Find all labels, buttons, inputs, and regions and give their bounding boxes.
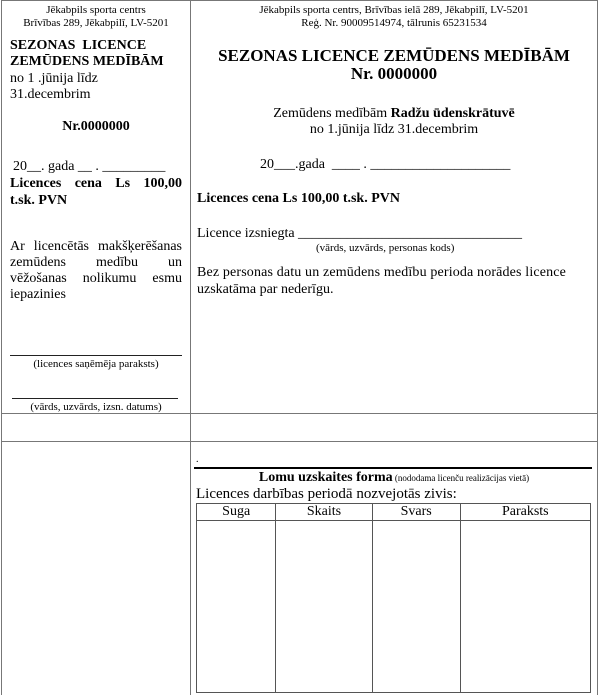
name-line xyxy=(12,398,178,399)
date-line: 20___.gada ____ . ____________________ xyxy=(260,157,511,172)
stub-price-line2: t.sk. PVN xyxy=(10,193,68,208)
table-cell[interactable] xyxy=(276,521,372,693)
catch-form-title xyxy=(191,471,597,485)
location-name: Radžu ūdenskrātuvē xyxy=(390,106,515,121)
catch-form-note: (nododama licenču realizācijas vietā) xyxy=(392,473,530,483)
location-line xyxy=(191,107,597,121)
table-cell[interactable] xyxy=(372,521,460,693)
stub-agreement-line: vēžošanas nolikumu esmu xyxy=(10,271,182,286)
table-row xyxy=(197,521,591,693)
catch-form-title-text: Lomu uzskaites forma xyxy=(258,470,393,485)
row-divider-2 xyxy=(1,441,598,442)
dot-mark: . xyxy=(196,454,199,465)
org-line1: Jēkabpils sporta centrs, Brīvības ielā 289, Jēkabpilī, LV-5201 xyxy=(259,4,529,16)
column-header: Suga xyxy=(197,504,276,521)
stub-period-line2: 31.decembrim xyxy=(10,87,91,102)
stub-org-line1: Jēkabpils sporta centrs xyxy=(46,4,146,16)
issued-caption: (vārds, uzvārds, personas kods) xyxy=(316,242,455,254)
stub-agreement-line: Ar licencētās makšķerēšanas xyxy=(10,239,182,254)
table-cell[interactable] xyxy=(460,521,590,693)
column-header: Skaits xyxy=(276,504,372,521)
license-number: Nr. 0000000 xyxy=(350,64,438,83)
column-divider xyxy=(190,0,191,695)
name-caption: (vārds, uzvārds, izsn. datums) xyxy=(30,401,162,413)
location-prefix: Zemūdens medībām xyxy=(273,106,391,121)
validity-line2: uzskatāma par nederīgu. xyxy=(197,282,334,297)
price-line: Licences cena Ls 100,00 t.sk. PVN xyxy=(197,191,400,206)
border-top xyxy=(1,0,598,1)
signature-line xyxy=(10,355,182,356)
signature-caption: (licences saņēmēja paraksts) xyxy=(33,358,159,370)
stub-agreement-line: zemūdens medību un xyxy=(10,255,182,270)
row-divider-1 xyxy=(1,413,598,414)
table-header-row xyxy=(197,504,591,521)
period-line: no 1.jūnija līdz 31.decembrim xyxy=(309,122,479,137)
column-header: Paraksts xyxy=(460,504,590,521)
stub-date-line: 20__. gada __ . _________ xyxy=(13,159,166,174)
org-line2: Reģ. Nr. 90009514974, tālrunis 65231534 xyxy=(301,17,487,29)
issued-to-line: Licence izsniegta ________________________________ xyxy=(197,226,523,241)
stub-title-line1: SEZONAS LICENCE xyxy=(10,38,147,53)
stub-number: Nr.0000000 xyxy=(62,119,130,134)
table-cell[interactable] xyxy=(197,521,276,693)
column-header: Svars xyxy=(372,504,460,521)
stub-price-line1: Licences cena Ls 100,00 xyxy=(10,176,182,191)
stub-title-line2: ZEMŪDENS MEDĪBĀM xyxy=(10,54,164,69)
stub-org-line2: Brīvības 289, Jēkabpilī, LV-5201 xyxy=(23,17,169,29)
border-right xyxy=(597,0,598,695)
stub-agreement-line: iepazinies xyxy=(10,287,66,302)
stub-period-line1: no 1 .jūnija līdz xyxy=(10,71,98,86)
catch-form-subtitle: Licences darbības periodā nozvejotās zivis: xyxy=(196,486,457,502)
license-title: SEZONAS LICENCE ZEMŪDENS MEDĪBĀM xyxy=(218,46,570,65)
validity-line1: Bez personas datu un zemūdens medību perioda norādes licence xyxy=(197,265,566,280)
border-left xyxy=(1,0,2,695)
catch-table xyxy=(196,503,591,693)
cut-line xyxy=(194,467,592,469)
